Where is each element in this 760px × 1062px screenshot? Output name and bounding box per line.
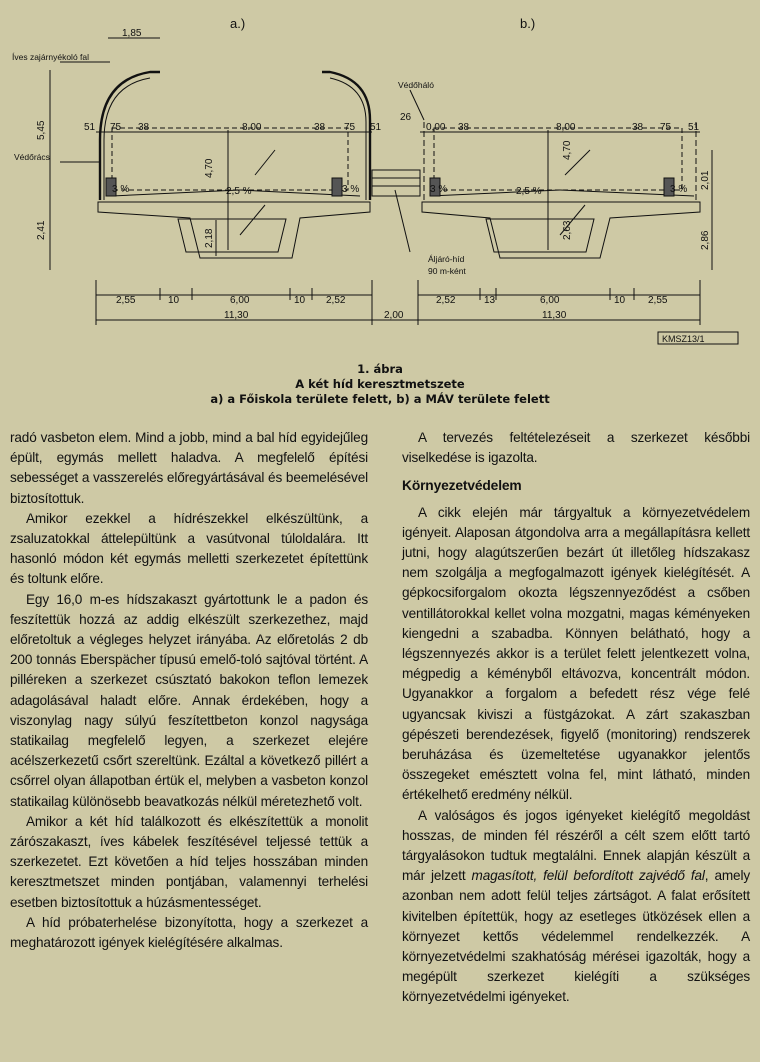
emphasis-text: magasított, felül befordított zajvédő fal <box>471 868 705 884</box>
dim-185: 1,85 <box>122 28 142 39</box>
slope-3a: 3 % <box>112 184 130 195</box>
paragraph-text: , amely azonban nem adott felül teljes zártságot. A falat erősített kivitelben építettük, hogy az esetleges ütközések ellen a környezet kettős védelemmel rendelkezzék. A környezetvédelmi szakhatóság mérései igazolták, hogy a megépült szerkezet kielégíti a szükséges környezetvédelmi igényeket. <box>402 868 750 1005</box>
dim-b13: 13 <box>484 295 496 306</box>
section-heading: Környezetvédelem <box>402 478 522 494</box>
dim-38c: 38 <box>458 122 470 133</box>
figure-subtitle: a) a Főiskola területe felett, b) a MÁV területe felett <box>210 392 550 406</box>
bridge-cross-section-figure <box>0 0 760 360</box>
slope-25b: 2,5 % <box>516 186 542 197</box>
slope-3c: 3 % <box>430 184 448 195</box>
dim-b10b: 10 <box>294 295 306 306</box>
dim-218: 2,18 <box>204 228 215 248</box>
dim-000: 0,00 <box>426 122 446 133</box>
paragraph-text: A valóságos és jogos igényeket kielégítő megoldást hosszas, de minden fél részéről a célt szem előtt tartó tárgyalásokon tudtuk megtalálni. Ennek alapján készült a már jelzett <box>402 807 750 884</box>
guard-rail-label: Védőrács <box>14 152 50 162</box>
dim-75b: 75 <box>344 122 356 133</box>
dim-38d: 38 <box>632 122 644 133</box>
slope-3d: 3 % <box>670 184 688 195</box>
paragraph: radó vasbeton elem. Mind a jobb, mind a bal híd egyidejűleg épült, egymás mellett haladva. A megfelelő építési sebességet a vasszerelés előregyártásával és beemelésével biztosítottuk. <box>10 430 368 506</box>
dim-b255b: 2,55 <box>648 295 668 306</box>
deck-b <box>422 202 700 258</box>
dim-b252: 2,52 <box>326 295 346 306</box>
walkway-label: Áljáró-híd <box>428 254 465 264</box>
paragraph: A híd próbaterhelése bizonyította, hogy a szerkezet a meghatározott igények kielégítésére alkalmas. <box>10 914 368 951</box>
paragraph: A tervezés feltételezéseit a szerkezet későbbi viselkedése is igazolta. <box>402 430 750 466</box>
dim-51b: 51 <box>370 122 382 133</box>
dim-t200: 2,00 <box>384 310 404 321</box>
dim-286: 2,86 <box>700 230 711 250</box>
dim-38a: 38 <box>138 122 150 133</box>
dim-51c: 51 <box>688 122 700 133</box>
figure-title: A két híd keresztmetszete <box>295 377 465 391</box>
figure-number: 1. ábra <box>357 362 403 376</box>
dim-b255a: 2,55 <box>116 295 136 306</box>
dim-75c: 75 <box>660 122 672 133</box>
panel-b-label: b.) <box>520 16 536 31</box>
dim-b600a: 6,00 <box>230 295 250 306</box>
right-text-column <box>402 428 750 1008</box>
deck-a <box>98 202 370 258</box>
noise-wall-label: Íves zajárnyékoló fal <box>12 52 90 62</box>
paragraph: Egy 16,0 m-es hídszakaszt gyártottunk le a padon és feszítettük hozzá az addig elkészült szerkezethez, majd előretoltuk a végleges helyzet irányába. Az előretolás 2 db 200 tonnás Eberspächer típusú emelő-toló sajtóval történt. A pilléreken a szerkezet csúsztató bakokon teflon lemezek adagolásával haladt előre. Annak érdekében, hogy a viszonylag nagy súlyú feszítettbeton konzol nagysága statikailag megfelelő legyen, a szerkezet elejére acélszerkezetű csőrt szereltünk. Ezáltal a következő pillért a csőrrel olyan állapotban értük el, melyben a vasbeton konzol statikailag különösebb beavatkozás nélkül méretezhető volt. <box>10 591 368 809</box>
safety-net-label: Védőháló <box>398 80 434 90</box>
figure-code: KMSZ13/1 <box>662 334 705 344</box>
slope-25a: 2,5 % <box>226 186 252 197</box>
dim-800b: 8,00 <box>556 122 576 133</box>
dim-470a: 4,70 <box>204 158 215 178</box>
slope-3b: 3 % <box>342 184 360 195</box>
dim-26: 26 <box>400 112 412 123</box>
panel-a-label: a.) <box>230 16 246 31</box>
dim-201: 2,01 <box>700 170 711 190</box>
paragraph: A cikk elején már tárgyaltuk a környezetvédelem igényeit. Alaposan átgondolva arra a megállapításra kellett jutni, hogy alagútszerűen bezárt út illetőleg hídszakasz nem szolgálja a megfogalmazott igények kielégítését. A gépkocsiforgalom okozta légszennyeződést a csőben ventillátorokkal kellet volna mozgatni, magas kéményeken kiengedni a szabadba. Könnyen belátható, hogy a légszennyezés akkor is a terület felett jelentkezett volna, mégpedig a kéményből eltávozva, koncentrált módon. Ugyanakkor a forgalom a befedett rész vége felé ugyancsak kiviszi a füstgázokat. A zárt szakaszban gépészeti berendezések, figyelő (monitoring) rendszerek beruházása és üzemeltetése ugyanakkor jelentős összegeket emésztett volna fel, mint látható, minden értékelhető eredmény nélkül. <box>402 504 750 803</box>
dim-t1130b: 11,30 <box>542 310 567 321</box>
paragraph: Amikor a két híd találkozott és elkészítettük a monolit zárószakaszt, íves kábelek feszítésével teljessé tettük a szerkezetet. Ezt követően a híd teljes hosszában minden keresztmetszet minden pontjában, valamennyi terhelési esetben biztosítottuk a húzásmentességet. <box>10 813 368 910</box>
paragraph: Amikor ezekkel a hídrészekkel elkészültünk, a zsaluzatokkal áttelepültünk a vasútvonal túloldalára. Itt hasonló módon két egymás melletti szerkezetet építettünk és toltunk előre. <box>10 510 368 587</box>
left-text-column <box>10 428 368 953</box>
dim-470b: 4,70 <box>562 140 573 160</box>
walkway-spacing-label: 90 m-ként <box>428 266 466 276</box>
cross-section-drawing <box>0 0 760 360</box>
dim-545: 5,45 <box>36 120 47 140</box>
dim-b600b: 6,00 <box>540 295 560 306</box>
dim-241: 2,41 <box>36 220 47 240</box>
dim-75a: 75 <box>110 122 122 133</box>
dim-t1130a: 11,30 <box>224 310 249 321</box>
paragraph <box>402 806 750 1008</box>
dim-b252b: 2,52 <box>436 295 456 306</box>
dim-b10c: 10 <box>614 295 626 306</box>
box-void-b <box>486 219 594 252</box>
dim-38b: 38 <box>314 122 326 133</box>
dim-800a: 8.00 <box>242 122 262 133</box>
dim-263: 2,63 <box>562 220 573 240</box>
dim-b10a: 10 <box>168 295 180 306</box>
dim-51a: 51 <box>84 122 96 133</box>
